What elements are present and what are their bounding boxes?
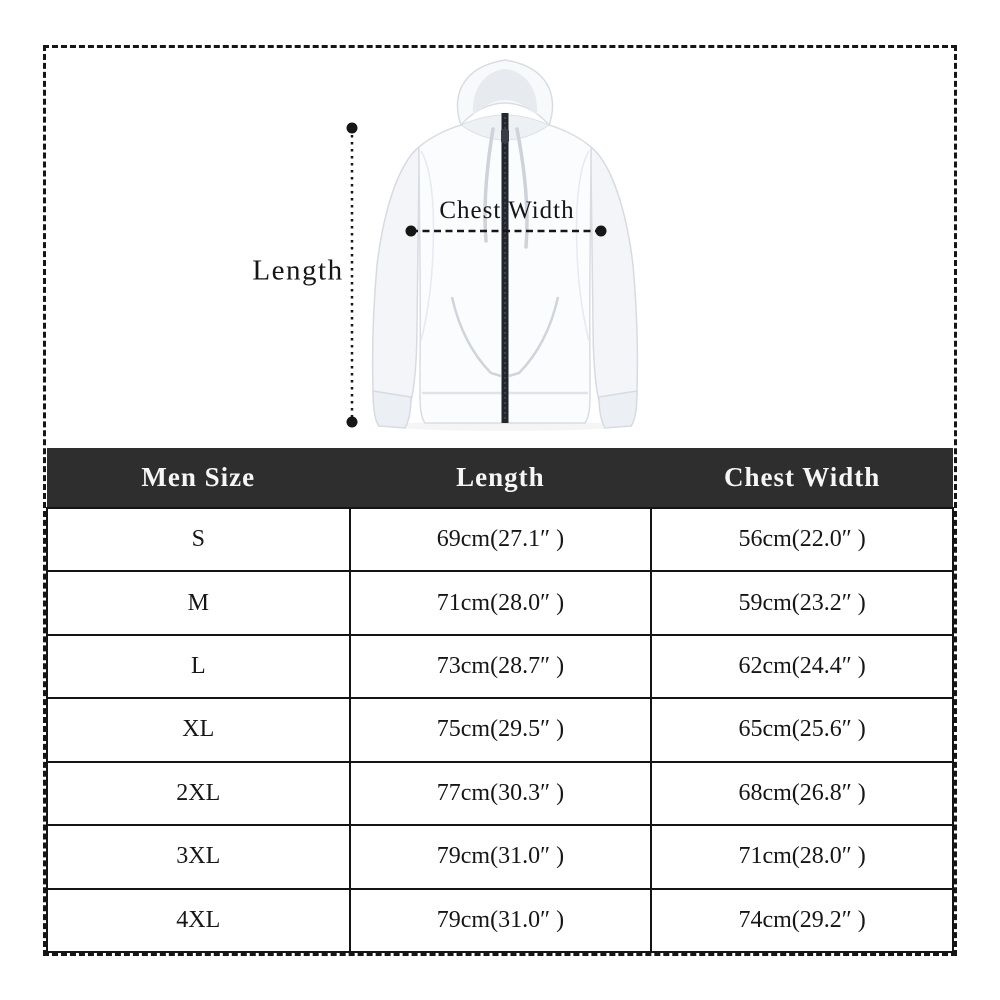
length-label: Length — [252, 254, 344, 287]
dashed-frame — [43, 45, 957, 956]
length-cell: 73cm(28.7″ ) — [350, 635, 652, 698]
length-measure-line — [347, 123, 358, 428]
length-cell: 79cm(31.0″ ) — [350, 825, 652, 888]
length-cell: 75cm(29.5″ ) — [350, 698, 652, 761]
size-cell: XL — [47, 698, 350, 761]
table-row — [47, 889, 953, 952]
table-row — [47, 635, 953, 698]
size-diagram — [46, 48, 954, 448]
size-cell: S — [47, 508, 350, 571]
chest-width-cell: 68cm(26.8″ ) — [651, 762, 953, 825]
size-cell: L — [47, 635, 350, 698]
chest-width-cell: 71cm(28.0″ ) — [651, 825, 953, 888]
size-cell: M — [47, 571, 350, 634]
table-row — [47, 508, 953, 571]
length-cell: 71cm(28.0″ ) — [350, 571, 652, 634]
length-cell: 77cm(30.3″ ) — [350, 762, 652, 825]
table-row — [47, 762, 953, 825]
size-chart-table — [46, 448, 954, 953]
length-cell: 79cm(31.0″ ) — [350, 889, 652, 952]
chest-width-cell: 74cm(29.2″ ) — [651, 889, 953, 952]
chest-width-cell: 59cm(23.2″ ) — [651, 571, 953, 634]
table-row — [47, 825, 953, 888]
chest-width-cell: 62cm(24.4″ ) — [651, 635, 953, 698]
table-row — [47, 698, 953, 761]
table-header-row — [47, 448, 953, 508]
length-cell: 69cm(27.1″ ) — [350, 508, 652, 571]
measurement-lines — [46, 48, 954, 448]
size-cell: 4XL — [47, 889, 350, 952]
chest-width-label: Chest Width — [439, 197, 575, 224]
size-cell: 2XL — [47, 762, 350, 825]
header-chest-width: Chest Width — [651, 448, 953, 508]
chest-width-cell: 65cm(25.6″ ) — [651, 698, 953, 761]
header-length: Length — [350, 448, 652, 508]
header-men-size: Men Size — [47, 448, 350, 508]
chest-width-measure-line — [406, 226, 607, 237]
table-row — [47, 571, 953, 634]
size-cell: 3XL — [47, 825, 350, 888]
size-table-body — [47, 508, 953, 952]
chest-width-cell: 56cm(22.0″ ) — [651, 508, 953, 571]
